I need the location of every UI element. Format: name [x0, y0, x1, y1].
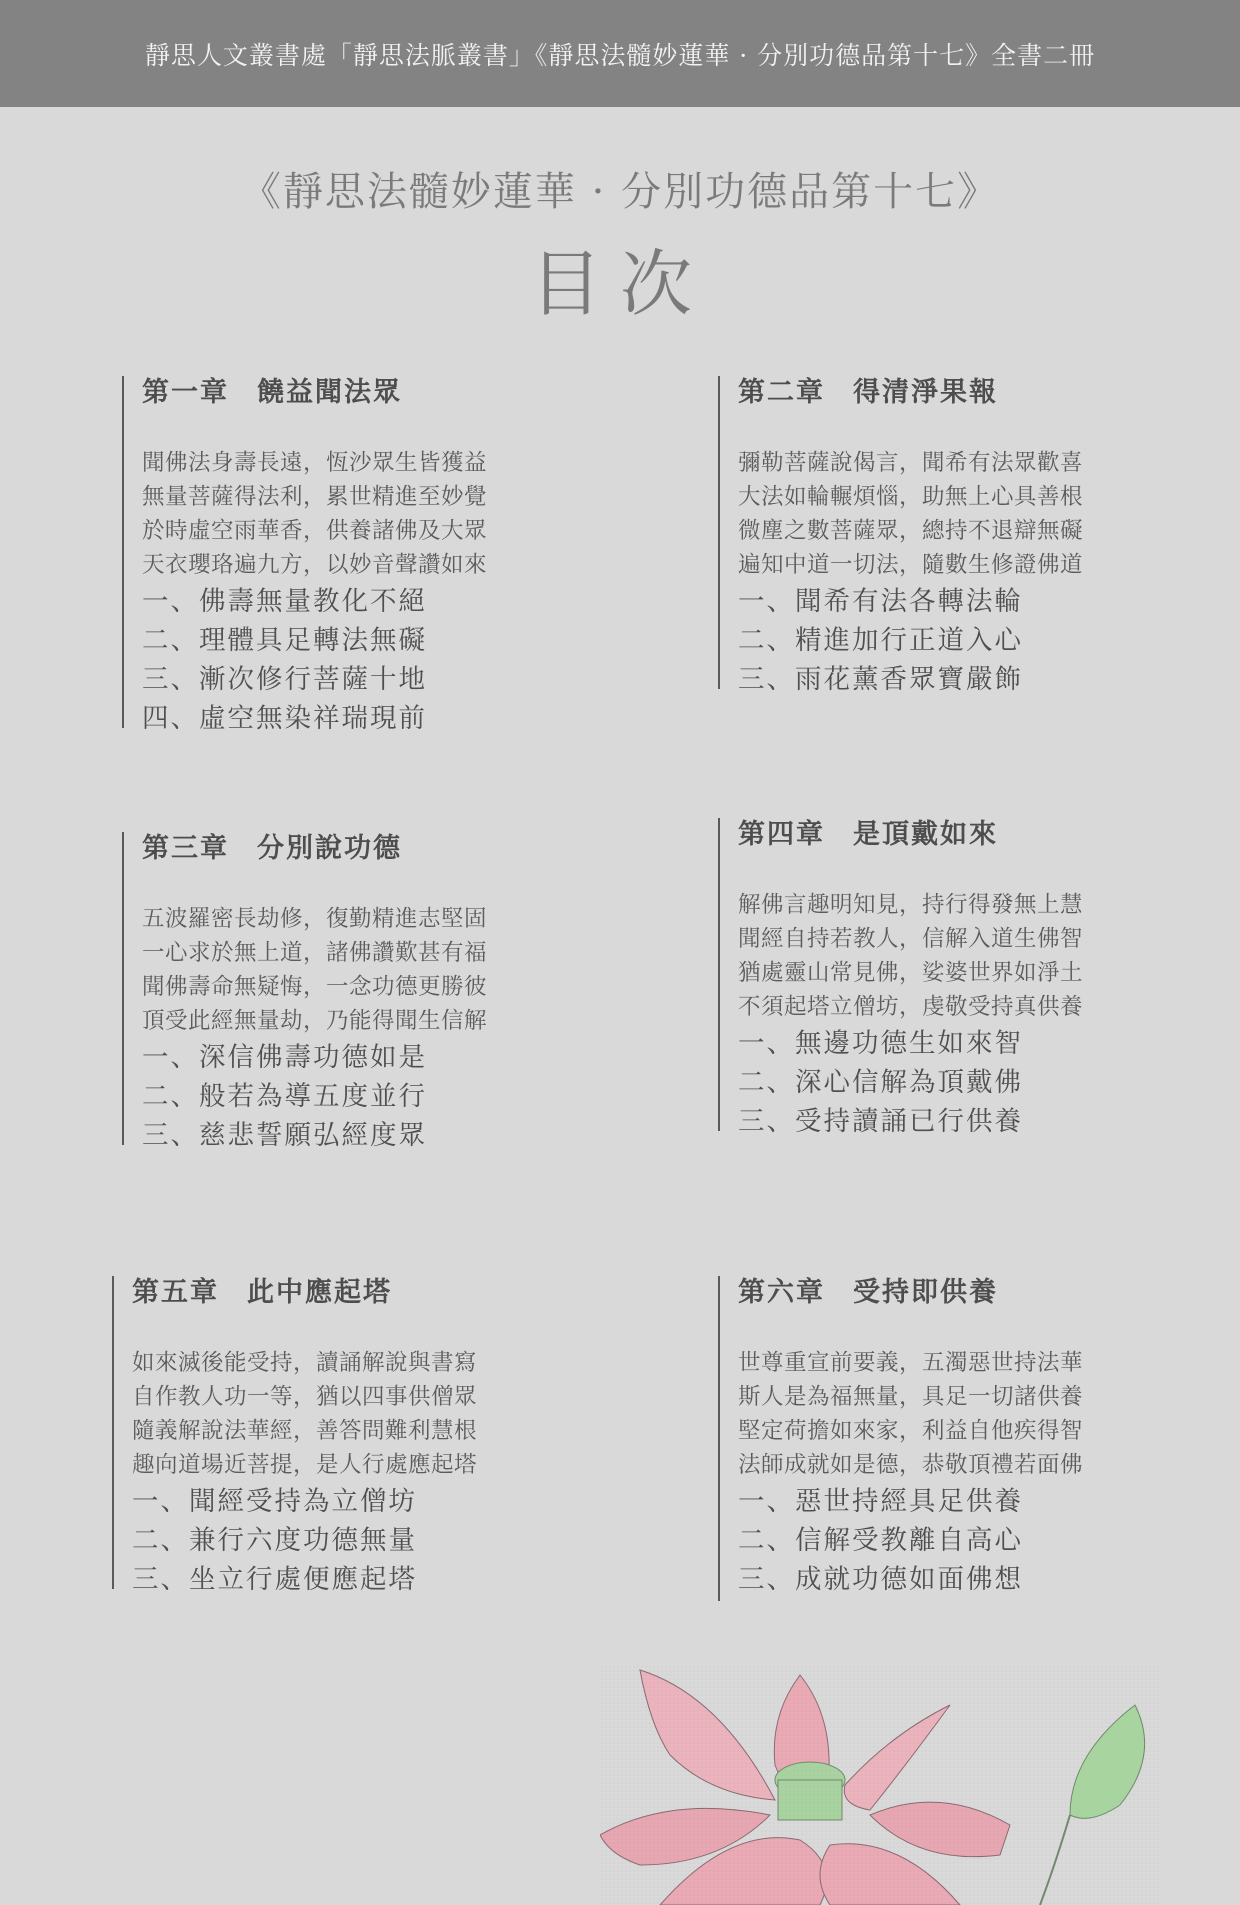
section-item: 二、精進加行正道入心	[738, 625, 1023, 656]
section-item: 一、無邊功德生如來智	[738, 1028, 1023, 1059]
section-item: 四、虛空無染祥瑞現前	[142, 703, 427, 734]
chapter-number: 第四章	[738, 819, 825, 850]
verse-line: 大法如輪輾煩惱，助無上心具善根	[738, 484, 1084, 510]
verse-line: 微塵之數菩薩眾，總持不退辯無礙	[738, 518, 1084, 544]
section-item: 三、慈悲誓願弘經度眾	[142, 1120, 427, 1151]
chapter-heading	[738, 1276, 1168, 1310]
verse-line: 天衣瓔珞遍九方，以妙音聲讚如來	[142, 552, 488, 578]
chapter-name: 受持即供養	[853, 1277, 998, 1308]
chapter-number: 第二章	[738, 377, 825, 408]
verse-line: 五波羅密長劫修，復勤精進志堅固	[142, 906, 488, 932]
top-banner	[0, 0, 1240, 107]
section-item: 二、兼行六度功德無量	[132, 1525, 417, 1556]
verse-line: 猶處靈山常見佛，娑婆世界如淨土	[738, 960, 1084, 986]
verse-line: 聞佛法身壽長遠，恆沙眾生皆獲益	[142, 450, 488, 476]
chapter-heading	[738, 376, 1168, 410]
verse-line: 世尊重宣前要義，五濁惡世持法華	[738, 1350, 1084, 1376]
verse-line: 堅定荷擔如來家，利益自他疾得智	[738, 1418, 1084, 1444]
verse-line: 法師成就如是德，恭敬頂禮若面佛	[738, 1452, 1084, 1478]
section-item: 三、漸次修行菩薩十地	[142, 664, 427, 695]
section-item: 二、般若為導五度並行	[142, 1081, 427, 1112]
chapter-heading	[132, 1276, 562, 1310]
verse-line: 無量菩薩得法利，累世精進至妙覺	[142, 484, 488, 510]
verse-line: 自作教人功一等，猶以四事供僧眾	[132, 1384, 478, 1410]
chapter-name: 此中應起塔	[247, 1277, 392, 1308]
verse-line: 彌勒菩薩說偈言，聞希有法眾歡喜	[738, 450, 1084, 476]
chapter-name: 是頂戴如來	[853, 819, 998, 850]
chapter-4	[718, 818, 1168, 1137]
verse-line: 頂受此經無量劫，乃能得聞生信解	[142, 1008, 488, 1034]
verse-line: 解佛言趣明知見，持行得發無上慧	[738, 892, 1084, 918]
section-item: 一、佛壽無量教化不絕	[142, 586, 427, 617]
chapter-number: 第六章	[738, 1277, 825, 1308]
chapter-heading	[142, 376, 572, 410]
verse-line: 趣向道場近菩提，是人行處應起塔	[132, 1452, 478, 1478]
section-item: 三、成就功德如面佛想	[738, 1564, 1023, 1595]
section-item: 三、受持讀誦已行供養	[738, 1106, 1023, 1137]
chapter-number: 第三章	[142, 833, 229, 864]
verse-line: 如來滅後能受持，讀誦解說與書寫	[132, 1350, 478, 1376]
section-item: 三、坐立行處便應起塔	[132, 1564, 417, 1595]
verse-line: 於時虛空雨華香，供養諸佛及大眾	[142, 518, 488, 544]
chapter-5	[112, 1276, 562, 1595]
section-item: 三、雨花薰香眾寶嚴飾	[738, 664, 1023, 695]
section-item: 二、信解受教離自高心	[738, 1525, 1023, 1556]
chapter-name: 分別說功德	[257, 833, 402, 864]
section-item: 一、深信佛壽功德如是	[142, 1042, 427, 1073]
verse-line: 斯人是為福無量，具足一切諸供養	[738, 1384, 1084, 1410]
verse-line: 遍知中道一切法，隨數生修證佛道	[738, 552, 1084, 578]
section-item: 一、聞經受持為立僧坊	[132, 1486, 417, 1517]
chapter-number: 第五章	[132, 1277, 219, 1308]
section-item: 一、惡世持經具足供養	[738, 1486, 1023, 1517]
verse-line: 聞佛壽命無疑悔，一念功德更勝彼	[142, 974, 488, 1000]
verse-line: 一心求於無上道，諸佛讚歎甚有福	[142, 940, 488, 966]
chapter-heading	[142, 832, 572, 866]
chapter-name: 得清淨果報	[853, 377, 998, 408]
page-title: 目次	[529, 242, 710, 326]
book-subtitle: 《靜思法髓妙蓮華 · 分別功德品第十七》	[240, 169, 1000, 215]
chapter-3	[122, 832, 572, 1151]
lotus-illustration	[600, 1665, 1160, 1905]
chapter-2	[718, 376, 1168, 695]
section-item: 二、理體具足轉法無礙	[142, 625, 427, 656]
chapter-6	[718, 1276, 1168, 1601]
chapter-name: 饒益聞法眾	[257, 377, 402, 408]
chapter-1	[122, 376, 572, 734]
verse-line: 隨義解說法華經，善答問難利慧根	[132, 1418, 478, 1444]
verse-line: 不須起塔立僧坊，虔敬受持真供養	[738, 994, 1084, 1020]
chapter-heading	[738, 818, 1168, 852]
section-item: 一、聞希有法各轉法輪	[738, 586, 1023, 617]
section-item: 二、深心信解為頂戴佛	[738, 1067, 1023, 1098]
banner-text: 靜思人文叢書處「靜思法脈叢書」《靜思法髓妙蓮華 · 分別功德品第十七》全書二冊	[144, 40, 1096, 70]
chapter-number: 第一章	[142, 377, 229, 408]
verse-line: 聞經自持若教人，信解入道生佛智	[738, 926, 1084, 952]
